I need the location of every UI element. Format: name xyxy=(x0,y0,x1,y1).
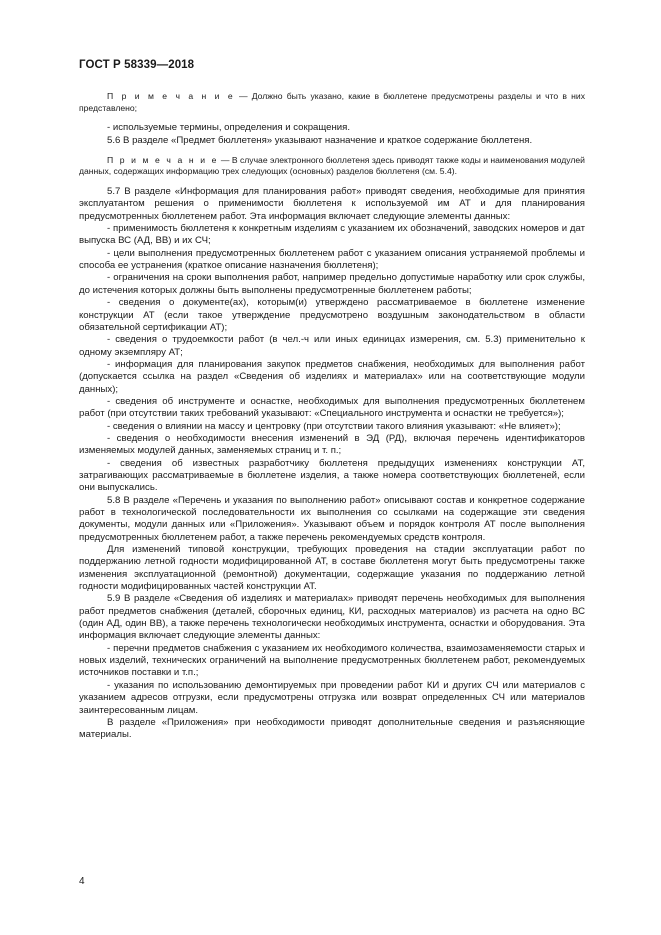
paragraph: 5.9 В разделе «Сведения об изделиях и материалах» приводят перечень необходимых для выполнения работ предметов снабжения (деталей, сборочных единиц, КИ, расходных материалов) из расчета на одно ВС (один АД, один ВВ), а также перечень технологически необходимых инструмента, оснастки и оборудования. Эта информация включает следующие элементы данных: xyxy=(79,593,585,642)
list-item: - указания по использованию демонтируемых при проведении работ КИ и других СЧ или материалов с указанием адресов отгрузки, если предусмотрены отгрузка или возврат определенных СЧ или материалов заинтересованным лицам. xyxy=(79,679,585,716)
list-item: - применимость бюллетеня к конкретным изделиям с указанием их обозначений, заводских номеров и дат выпуска ВС (АД, ВВ) и их СЧ; xyxy=(79,223,585,247)
list-item: - сведения о влиянии на массу и центровку (при отсутствии такого влияния указывают: «Не влияет»); xyxy=(107,420,561,432)
section-a xyxy=(79,122,585,147)
note-2 xyxy=(79,155,585,178)
document-header: ГОСТ Р 58339—2018 xyxy=(79,59,195,71)
list-item: - сведения о необходимости внесения изменений в ЭД (РД), включая перечень идентификаторов изменяемых модулей данных, заменяемых страниц и т. п.; xyxy=(79,432,585,457)
list-item: - сведения о документе(ах), которым(и) утверждено рассматриваемое в бюллетене изменение конструкции АТ (если такое утверждение предусмотрено воздушным законодательством в области обязательной сертификации АТ); xyxy=(79,297,585,333)
list-item: - перечни предметов снабжения с указанием их необходимого количества, взаимозаменяемости старых и новых изделий, технических ограничений на выполнение предусмотренных бюллетенем работ, рекомендуемых источников поставки и т.п.; xyxy=(79,642,585,679)
document-body xyxy=(79,91,585,742)
note-label: П р и м е ч а н и е xyxy=(107,154,219,165)
paragraph: В разделе «Приложения» при необходимости приводят дополнительные сведения и разъясняющие материалы. xyxy=(79,716,585,741)
list-item: - информация для планирования закупок предметов снабжения, необходимых для выполнения работ (допускается ссылка на раздел «Сведения об изделиях и материалах» или на соответствующие модули данных); xyxy=(79,358,585,395)
list-item: - цели выполнения предусмотренных бюллетенем работ с указанием описания устраняемой проблемы и способа ее устранения (краткое описание назначения бюллетеня); xyxy=(79,247,585,272)
paragraph: Для изменений типовой конструкции, требующих проведения на стадии эксплуатации работ по поддержанию летной годности модифицированной АТ, в составе бюллетеня могут быть предусмотрены также изменения эксплуатационной (ремонтной) документации, содержащие указания по поддержанию летной годности модифицированных частей конструкции АТ. xyxy=(79,544,585,593)
paragraph: 5.8 В разделе «Перечень и указания по выполнению работ» описывают состав и конкретное содержание работ в технологической последовательности их выполнения со ссылками на содержащие эти сведения документы, модули данных или «Приложения». Указывают объем и порядок контроля АТ после выполнения предусмотренных бюллетенем работ, а также перечень рекомендуемых средств контроля. xyxy=(79,494,585,543)
note-label: П р и м е ч а н и е xyxy=(107,91,235,101)
list-item: - сведения о трудоемкости работ (в чел.-ч или иных единицах измерения, см. 5.3) применительно к одному экземпляру АТ; xyxy=(79,334,585,358)
section-b xyxy=(79,186,585,741)
paragraph: 5.6 В разделе «Предмет бюллетеня» указывают назначение и краткое содержание бюллетеня. xyxy=(107,134,533,146)
note-1 xyxy=(79,91,585,114)
note-text: — В случае электронного бюллетеня здесь приводят также коды и наименования модулей данных, содержащих информацию трех следующих (основных) разделов бюллетеня (см. 5.4). xyxy=(79,154,585,177)
paragraph: - используемые термины, определения и сокращения. xyxy=(107,122,351,134)
list-item: - сведения об инструменте и оснастке, необходимых для выполнения предусмотренных бюллетенем работ (при отсутствии таких требований указывают: «Специального инструмента и оснастки не требуется»); xyxy=(79,395,585,420)
paragraph: 5.7 В разделе «Информация для планирования работ» приводят сведения, необходимые для принятия эксплуатантом решения о применимости бюллетеня к используемой им АТ и для планирования предусмотренных бюллетенем работ. Эта информация включает следующие элементы данных: xyxy=(79,186,585,222)
list-item: - сведения об известных разработчику бюллетеня предыдущих изменениях конструкции АТ, затрагивающих рассматриваемые в бюллетене изделия, а также номера соответствующих бюллетеней, если они выпускались. xyxy=(79,457,585,494)
list-item: - ограничения на сроки выполнения работ, например предельно допустимые наработку или срок службы, до истечения которых должны быть выполнены предусмотренные бюллетенем работы; xyxy=(79,272,585,296)
page-number: 4 xyxy=(79,876,85,887)
note-text: — Должно быть указано, какие в бюллетене предусмотрены разделы и что в них представлено; xyxy=(79,91,585,113)
